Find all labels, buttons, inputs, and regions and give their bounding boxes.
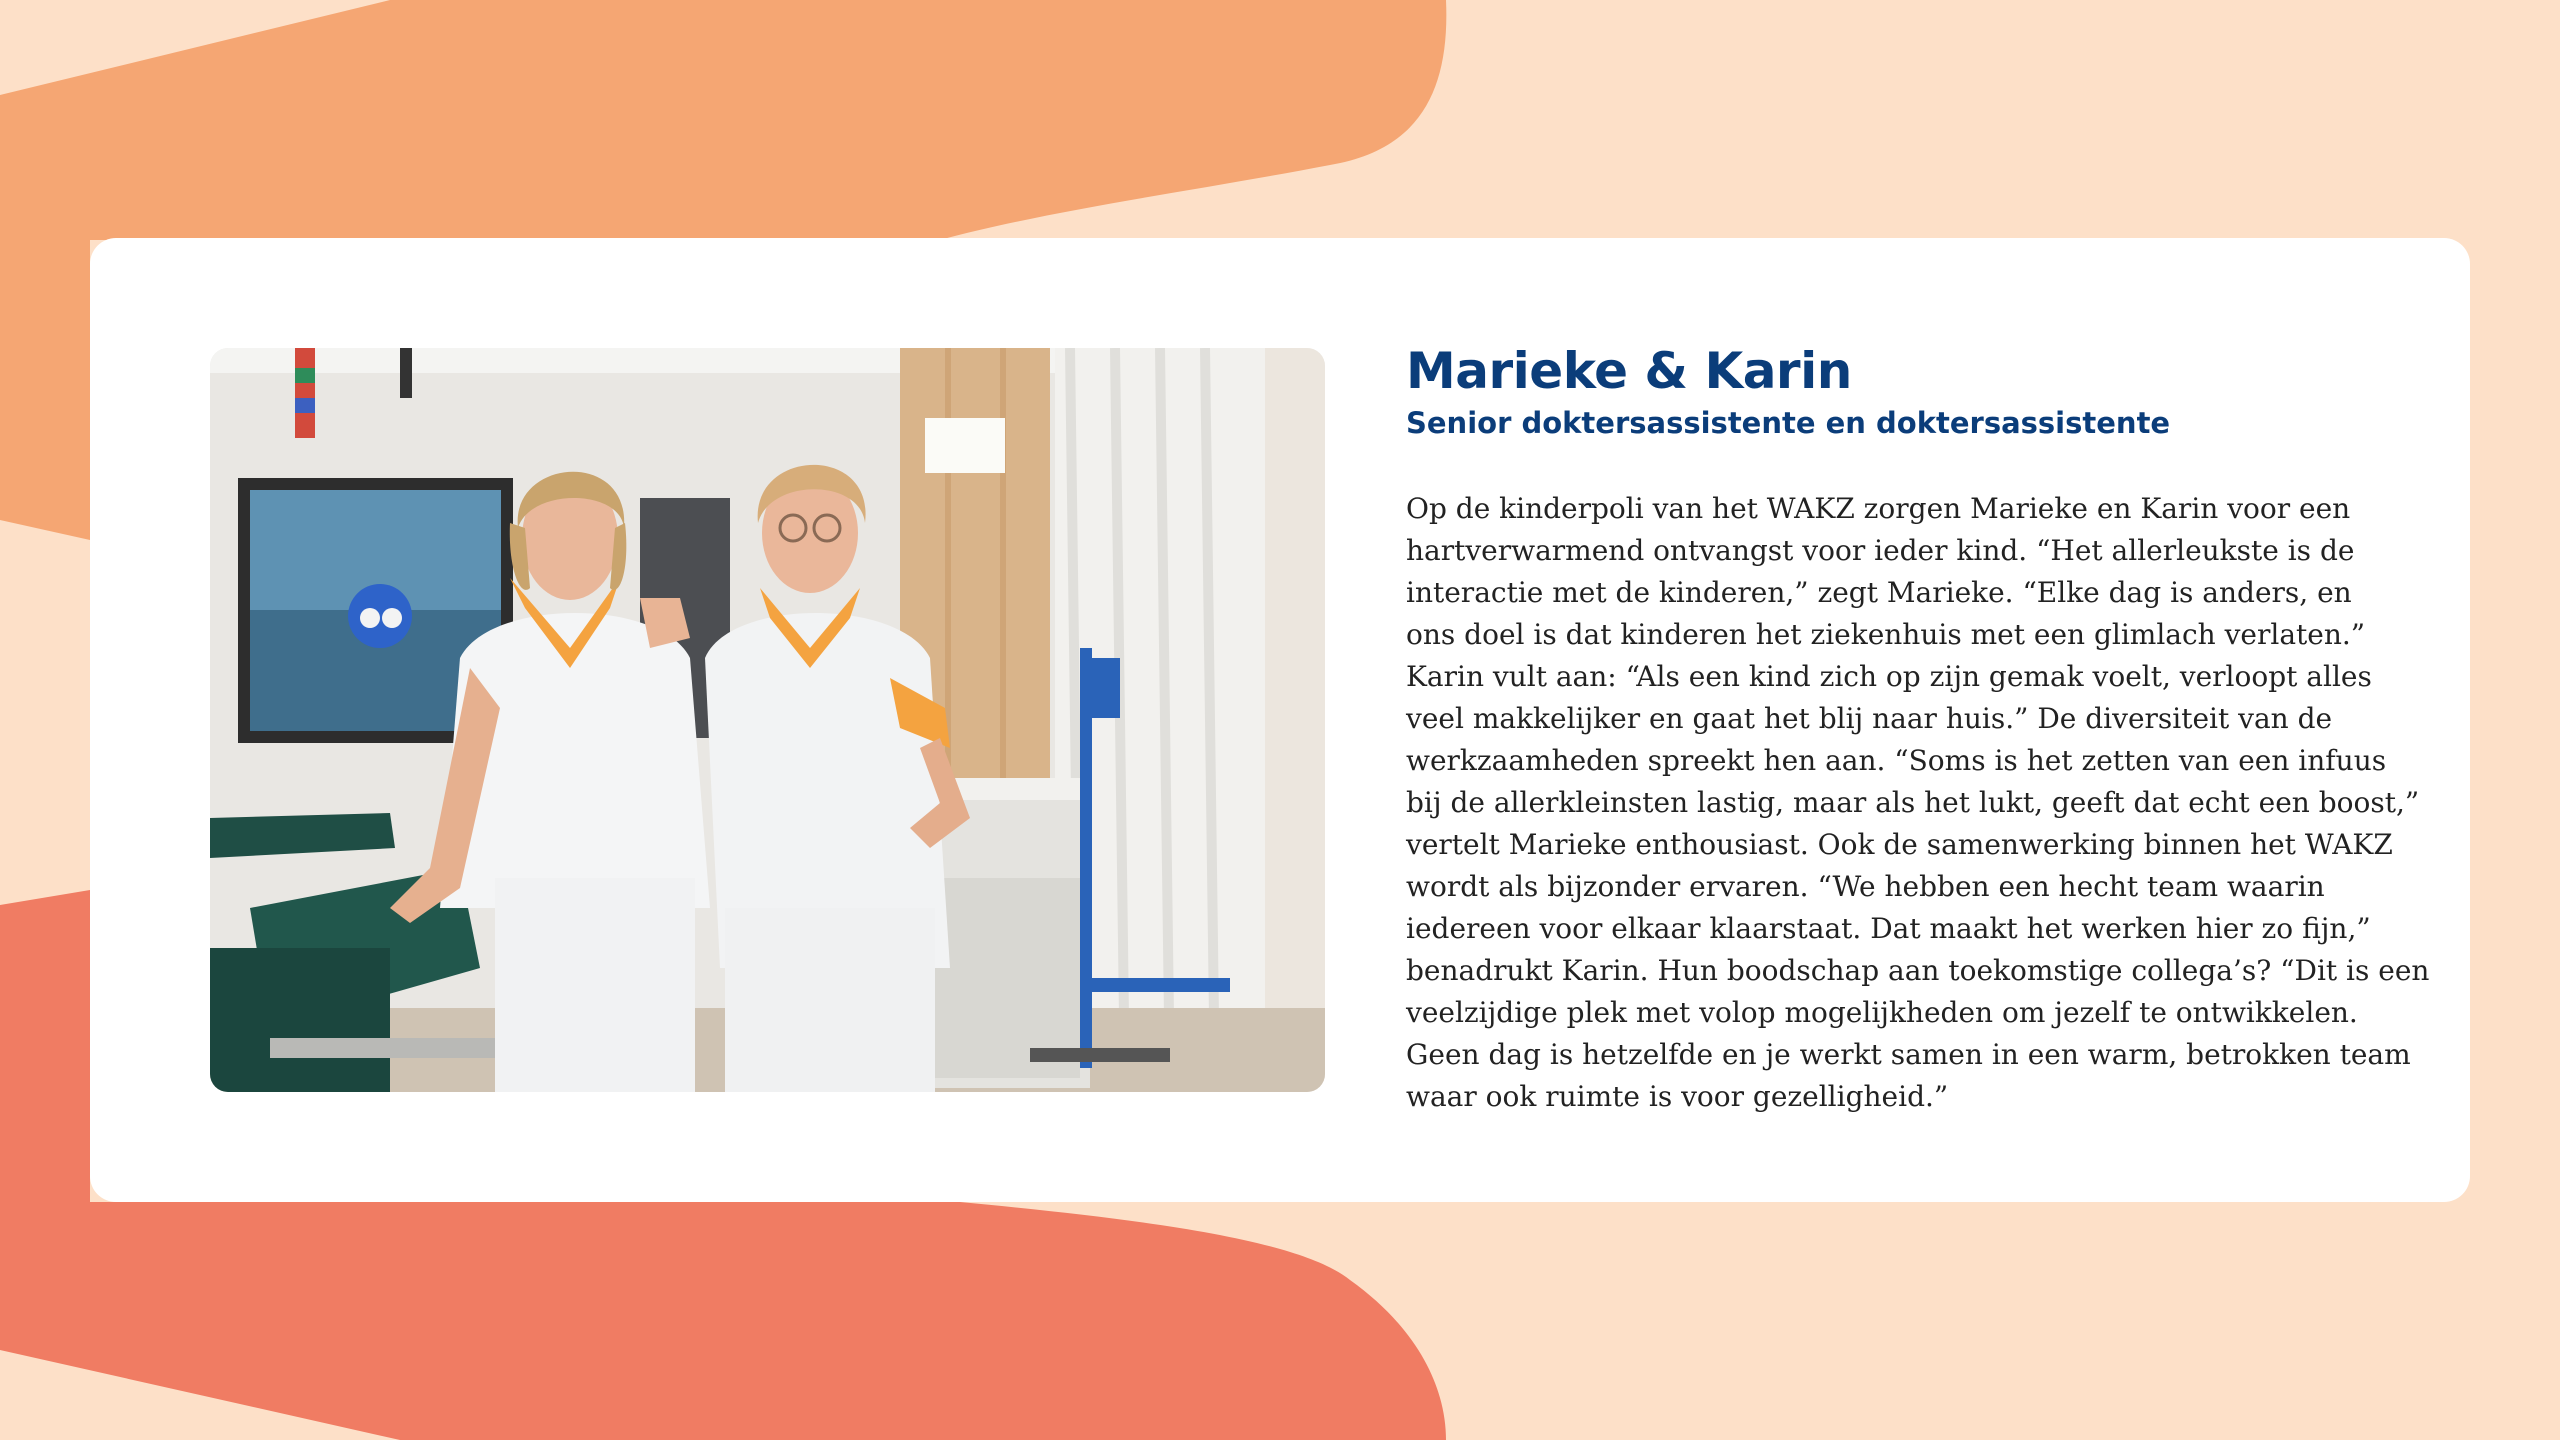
- story-line: Karin vult aan: “Als een kind zich op zijn gemak voelt, verloopt alles: [1406, 660, 2372, 693]
- story-line: interactie met de kinderen,” zegt Marieke. “Elke dag is anders, en: [1406, 576, 2352, 609]
- story-line: ons doel is dat kinderen het ziekenhuis met een glimlach verlaten.”: [1406, 618, 2366, 651]
- profile-card: [90, 238, 2470, 1202]
- story-line: wordt als bijzonder ervaren. “We hebben een hecht team waarin: [1406, 870, 2325, 903]
- story-line: veelzijdige plek met volop mogelijkheden om jezelf te ontwikkelen.: [1406, 996, 2358, 1029]
- story-line: Op de kinderpoli van het WAKZ zorgen Marieke en Karin voor een: [1406, 492, 2351, 525]
- story-line: iedereen voor elkaar klaarstaat. Dat maakt het werken hier zo fijn,”: [1406, 912, 2371, 945]
- story-line: veel makkelijker en gaat het blij naar huis.” De diversiteit van de: [1406, 702, 2333, 735]
- story-line: hartverwarmend ontvangst voor ieder kind. “Het allerleukste is de: [1406, 534, 2355, 567]
- profile-text: [1406, 338, 2430, 1118]
- profile-name: Marieke & Karin: [1406, 342, 1852, 400]
- story-line: Geen dag is hetzelfde en je werkt samen in een warm, betrokken team: [1406, 1038, 2411, 1071]
- story-line: bij de allerkleinsten lastig, maar als het lukt, geeft dat echt een boost,”: [1406, 786, 2420, 819]
- profile-role: Senior doktersassistente en doktersassistente: [1406, 406, 2171, 440]
- profile-story: [1406, 488, 2430, 1118]
- story-line: waar ook ruimte is voor gezelligheid.”: [1406, 1080, 1949, 1113]
- story-line: benadrukt Karin. Hun boodschap aan toekomstige collega’s? “Dit is een: [1406, 954, 2430, 987]
- staff-photo: [210, 348, 1325, 1092]
- story-line: werkzaamheden spreekt hen aan. “Soms is het zetten van een infuus: [1406, 744, 2387, 777]
- story-line: vertelt Marieke enthousiast. Ook de samenwerking binnen het WAKZ: [1406, 828, 2393, 861]
